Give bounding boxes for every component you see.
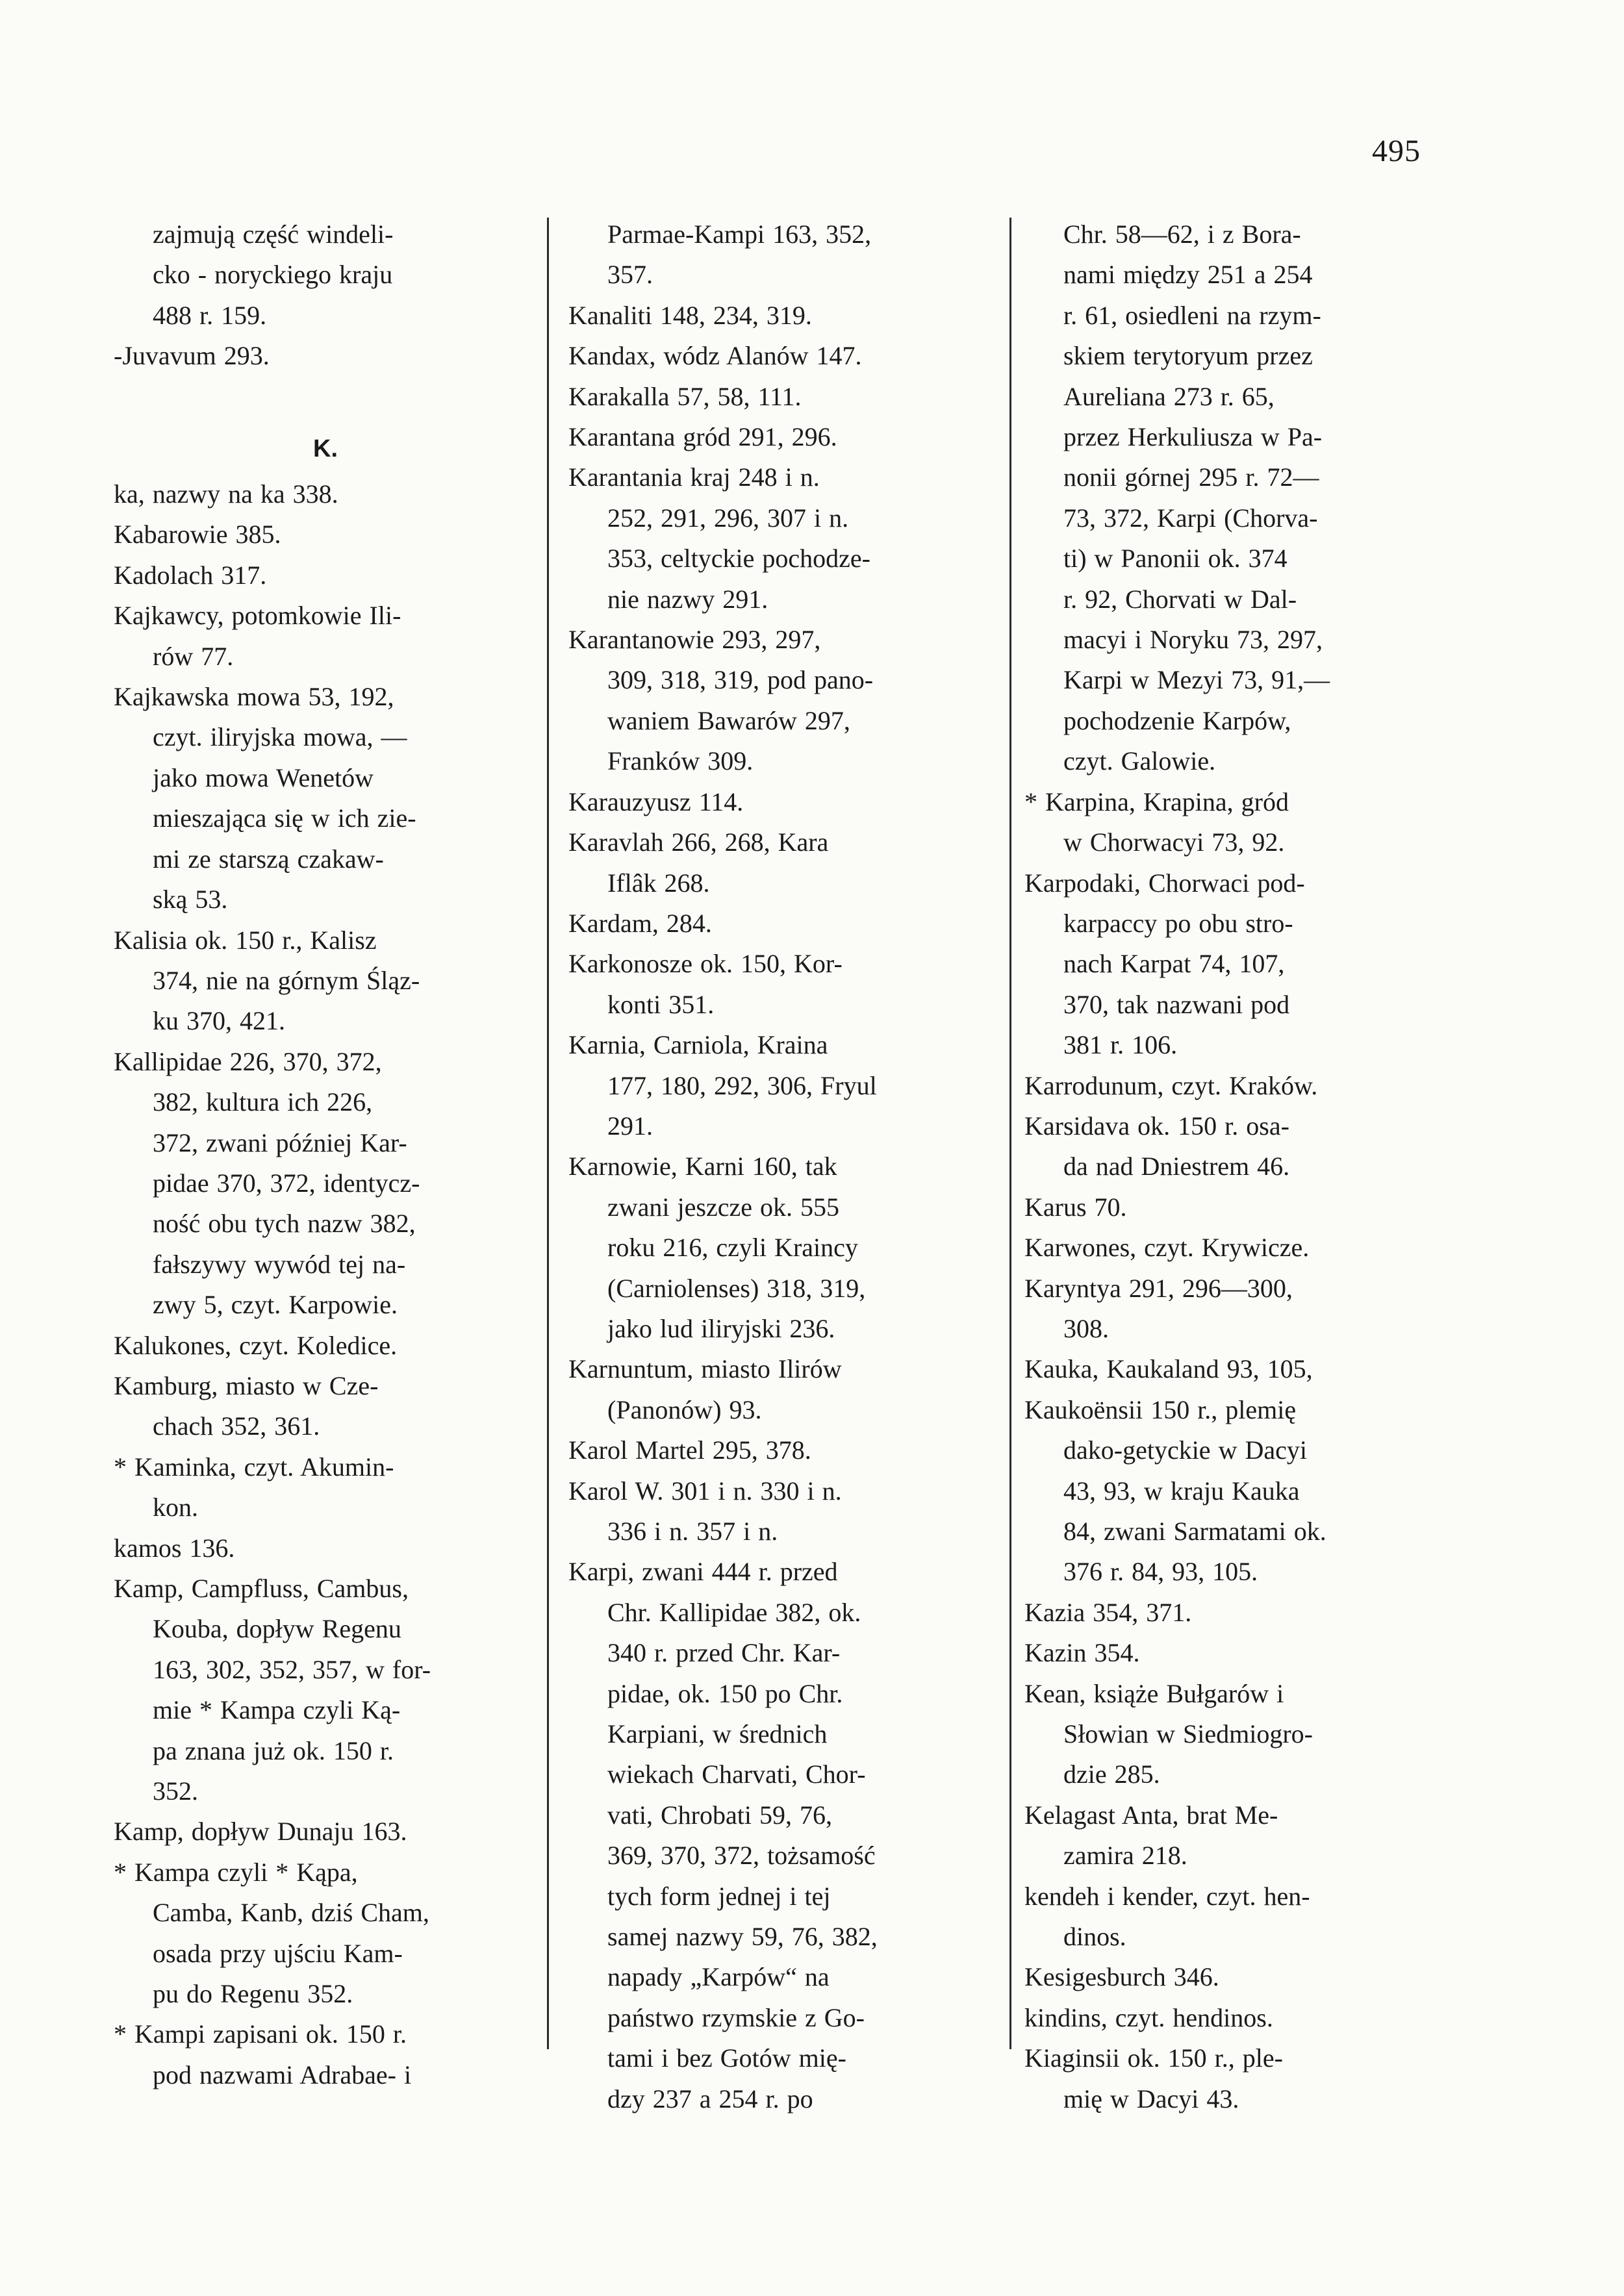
- index-line: waniem Bawarów 297,: [607, 705, 850, 735]
- index-line: Karantanowie 293, 297,: [568, 625, 821, 655]
- index-line: mi ze starszą czakaw-: [153, 844, 384, 874]
- index-line: Franków 309.: [607, 746, 754, 776]
- index-line: ti) w Panonii ok. 374: [1063, 544, 1288, 574]
- index-line: da nad Dniestrem 46.: [1063, 1152, 1290, 1181]
- index-line: Kalisia ok. 150 r., Kalisz: [114, 925, 377, 955]
- index-line: Karol W. 301 i n. 330 i n.: [568, 1476, 842, 1506]
- index-line: Słowian w Siedmiogro-: [1063, 1719, 1313, 1749]
- index-line: Karol Martel 295, 378.: [568, 1435, 811, 1465]
- index-line: Karsidava ok. 150 r. osa-: [1024, 1111, 1289, 1141]
- index-column-left: [114, 214, 537, 2095]
- index-line: kindins, czyt. hendinos.: [1024, 2002, 1273, 2032]
- index-line: Kazia 354, 371.: [1024, 1597, 1192, 1627]
- index-line: wiekach Charvati, Chor-: [607, 1760, 866, 1789]
- index-line: napady „Karpów“ na: [607, 1962, 830, 1992]
- index-line: 84, zwani Sarmatami ok.: [1063, 1517, 1326, 1546]
- index-line: Kean, książe Bułgarów i: [1024, 1678, 1284, 1708]
- index-line: r. 61, osiedleni na rzym-: [1063, 300, 1321, 330]
- index-line: skiem terytoryum przez: [1063, 341, 1313, 371]
- index-line: 370, tak nazwani pod: [1063, 989, 1290, 1019]
- index-line: vati, Chrobati 59, 76,: [607, 1800, 832, 1830]
- index-line: Karyntya 291, 296—300,: [1024, 1273, 1293, 1303]
- index-line: zwy 5, czyt. Karpowie.: [153, 1290, 398, 1320]
- index-line: chach 352, 361.: [153, 1411, 320, 1441]
- column-divider: [547, 218, 549, 2049]
- index-line: dako-getyckie w Dacyi: [1063, 1435, 1307, 1465]
- index-line: Kardam, 284.: [568, 908, 712, 938]
- index-line: 372, zwani później Kar-: [153, 1128, 407, 1157]
- index-line: Kallipidae 226, 370, 372,: [114, 1046, 382, 1076]
- index-line: zajmują część windeli-: [153, 220, 394, 249]
- index-line: nie nazwy 291.: [607, 584, 768, 614]
- index-column-middle: [568, 214, 1004, 2119]
- index-line: Kelagast Anta, brat Me-: [1024, 1800, 1278, 1830]
- index-line: Karavlah 266, 268, Kara: [568, 827, 829, 857]
- index-line: (Panonów) 93.: [607, 1394, 762, 1424]
- index-line: roku 216, czyli Kraincy: [607, 1233, 858, 1263]
- index-line: dzie 285.: [1063, 1760, 1160, 1789]
- index-line: Kamburg, miasto w Cze-: [114, 1370, 379, 1400]
- index-line: rów 77.: [153, 641, 234, 671]
- index-line: Kauka, Kaukaland 93, 105,: [1024, 1354, 1313, 1384]
- index-line: * Kaminka, czyt. Akumin-: [114, 1452, 394, 1482]
- index-line: Iflâk 268.: [607, 868, 710, 898]
- index-line: w Chorwacyi 73, 92.: [1063, 827, 1285, 857]
- index-line: fałszywy wywód tej na-: [153, 1249, 406, 1279]
- index-line: Karpodaki, Chorwaci pod-: [1024, 868, 1305, 898]
- index-line: 177, 180, 292, 306, Fryul: [607, 1070, 877, 1100]
- index-line: ka, nazwy na ka 338.: [114, 479, 338, 509]
- index-line: konti 351.: [607, 989, 715, 1019]
- index-line: Kalukones, czyt. Koledice.: [114, 1330, 398, 1360]
- index-line: mię w Dacyi 43.: [1063, 2084, 1239, 2113]
- index-line: 73, 372, Karpi (Chorva-: [1063, 503, 1318, 533]
- index-line: 488 r. 159.: [153, 300, 267, 330]
- index-line: państwo rzymskie z Go-: [607, 2002, 865, 2032]
- index-line: 43, 93, w kraju Kauka: [1063, 1476, 1300, 1506]
- index-line: Karnuntum, miasto Ilirów: [568, 1354, 842, 1384]
- index-line: 308.: [1063, 1313, 1109, 1343]
- index-line: kamos 136.: [114, 1533, 235, 1563]
- index-line: Kamp, dopływ Dunaju 163.: [114, 1817, 407, 1847]
- index-line: nach Karpat 74, 107,: [1063, 949, 1285, 979]
- index-line: jako mowa Wenetów: [153, 763, 374, 792]
- index-line: Kamp, Campfluss, Cambus,: [114, 1574, 409, 1603]
- index-line: ku 370, 421.: [153, 1006, 285, 1036]
- index-line: Karkonosze ok. 150, Kor-: [568, 949, 843, 979]
- index-line: Kouba, dopływ Regenu: [153, 1614, 401, 1644]
- index-line: pidae, ok. 150 po Chr.: [607, 1678, 843, 1708]
- index-line: Karpi, zwani 444 r. przed: [568, 1557, 838, 1587]
- index-line: Chr. Kallipidae 382, ok.: [607, 1597, 861, 1627]
- index-line: 252, 291, 296, 307 i n.: [607, 503, 849, 533]
- blank-line: [114, 377, 537, 417]
- index-line: dinos.: [1063, 1922, 1126, 1952]
- index-column-right: [1024, 214, 1456, 2119]
- index-line: karpaccy po obu stro-: [1063, 908, 1293, 938]
- index-line: 340 r. przed Chr. Kar-: [607, 1638, 841, 1668]
- index-line: Camba, Kanb, dziś Cham,: [153, 1898, 429, 1928]
- index-line: samej nazwy 59, 76, 382,: [607, 1922, 878, 1952]
- index-line: * Kampa czyli * Kąpa,: [114, 1857, 358, 1887]
- index-line: zamira 218.: [1063, 1841, 1187, 1871]
- index-line: Karantania kraj 248 i n.: [568, 462, 820, 492]
- index-line: (Carniolenses) 318, 319,: [607, 1273, 866, 1303]
- index-line: kon.: [153, 1493, 198, 1522]
- index-line: jako lud iliryjski 236.: [607, 1313, 835, 1343]
- index-line: Kazin 354.: [1024, 1638, 1140, 1668]
- index-line: 382, kultura ich 226,: [153, 1087, 373, 1117]
- index-line: Kadolach 317.: [114, 560, 267, 590]
- index-line: 291.: [607, 1111, 653, 1141]
- index-line: Chr. 58—62, i z Bora-: [1063, 220, 1301, 249]
- index-line: Kajkawska mowa 53, 192,: [114, 682, 394, 712]
- index-line: 309, 318, 319, pod pano-: [607, 665, 874, 695]
- index-line: ność obu tych nazw 382,: [153, 1209, 416, 1239]
- index-line: nonii górnej 295 r. 72—: [1063, 462, 1319, 492]
- index-line: Karakalla 57, 58, 111.: [568, 381, 802, 411]
- index-line: 352.: [153, 1776, 198, 1806]
- index-line: Karnowie, Karni 160, tak: [568, 1152, 837, 1181]
- index-line: Kesigesburch 346.: [1024, 1962, 1219, 1992]
- index-line: 163, 302, 352, 357, w for-: [153, 1654, 431, 1684]
- index-line: r. 92, Chorvati w Dal-: [1063, 584, 1297, 614]
- index-line: czyt. Galowie.: [1063, 746, 1216, 776]
- index-line: pa znana już ok. 150 r.: [153, 1735, 394, 1765]
- index-line: Karwones, czyt. Krywicze.: [1024, 1233, 1310, 1263]
- section-heading: K.: [313, 435, 338, 462]
- index-line: * Karpina, Krapina, gród: [1024, 787, 1289, 816]
- index-line: Kaukoënsii 150 r., plemię: [1024, 1394, 1297, 1424]
- page-number: 495: [1372, 134, 1421, 168]
- index-line: pidae 370, 372, identycz-: [153, 1168, 420, 1198]
- index-line: kendeh i kender, czyt. hen-: [1024, 1881, 1310, 1911]
- index-line: 336 i n. 357 i n.: [607, 1517, 778, 1546]
- index-line: tych form jednej i tej: [607, 1881, 831, 1911]
- index-line: przez Herkuliusza w Pa-: [1063, 422, 1323, 452]
- index-line: -Juvavum 293.: [114, 341, 270, 371]
- index-line: osada przy ujściu Kam-: [153, 1938, 403, 1968]
- index-line: pochodzenie Karpów,: [1063, 705, 1291, 735]
- index-line: pu do Regenu 352.: [153, 1979, 353, 2009]
- index-line: Karauzyusz 114.: [568, 787, 744, 816]
- index-line: Karpi w Mezyi 73, 91,—: [1063, 665, 1330, 695]
- index-line: Karus 70.: [1024, 1192, 1127, 1222]
- index-line: * Kampi zapisani ok. 150 r.: [114, 2019, 407, 2049]
- index-line: mie * Kampa czyli Ką-: [153, 1695, 401, 1725]
- index-line: dzy 237 a 254 r. po: [607, 2084, 813, 2113]
- index-line: Karpiani, w średnich: [607, 1719, 828, 1749]
- index-line: 353, celtyckie pochodze-: [607, 544, 870, 574]
- index-line: Kandax, wódz Alanów 147.: [568, 341, 862, 371]
- index-line: zwani jeszcze ok. 555: [607, 1192, 839, 1222]
- index-line: 374, nie na górnym Śląz-: [153, 965, 420, 995]
- index-line: cko - noryckiego kraju: [153, 260, 393, 290]
- index-line: Karantana gród 291, 296.: [568, 422, 837, 452]
- index-line: 369, 370, 372, tożsamość: [607, 1841, 876, 1871]
- index-line: Parmae-Kampi 163, 352,: [607, 220, 872, 249]
- index-line: Kajkawcy, potomkowie Ili-: [114, 601, 401, 631]
- index-line: czyt. iliryjska mowa, —: [153, 722, 407, 752]
- index-line: nami między 251 a 254: [1063, 260, 1313, 290]
- index-line: Kanaliti 148, 234, 319.: [568, 300, 812, 330]
- index-line: tami i bez Gotów mię-: [607, 2043, 846, 2073]
- index-line: macyi i Noryku 73, 297,: [1063, 625, 1323, 655]
- index-line: 357.: [607, 260, 653, 290]
- index-line: ską 53.: [153, 885, 228, 915]
- index-line: Kiaginsii ok. 150 r., ple-: [1024, 2043, 1283, 2073]
- index-line: 376 r. 84, 93, 105.: [1063, 1557, 1258, 1587]
- index-line: 381 r. 106.: [1063, 1030, 1178, 1060]
- index-line: Aureliana 273 r. 65,: [1063, 381, 1275, 411]
- index-line: pod nazwami Adrabae- i: [153, 2060, 412, 2089]
- index-line: mieszająca się w ich zie-: [153, 803, 416, 833]
- index-line: Karnia, Carniola, Kraina: [568, 1030, 828, 1060]
- index-line: Karrodunum, czyt. Kraków.: [1024, 1070, 1318, 1100]
- index-line: Kabarowie 385.: [114, 520, 281, 549]
- column-divider: [1009, 218, 1011, 2049]
